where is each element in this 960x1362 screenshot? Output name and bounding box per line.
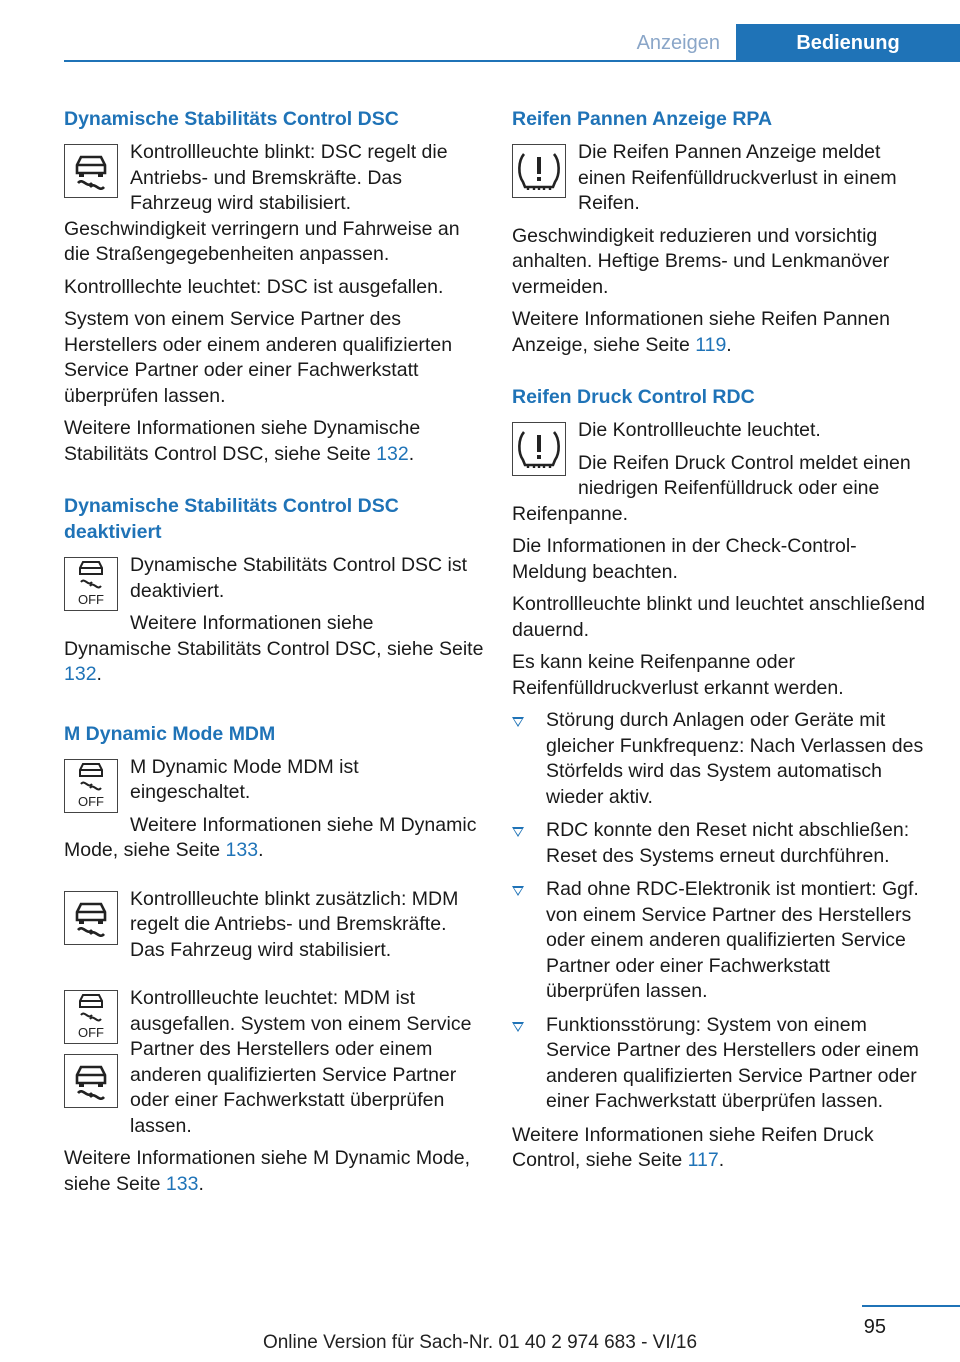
icon-pair [64,986,118,1118]
rdc-paragraph-4: Kontrollleuchte blinkt und leuchtet anschließend dauernd. [512,593,926,641]
list-item [512,708,928,810]
rpa-paragraph-2: Geschwindigkeit reduzieren und vorsichtig anhalten. Heftige Brems- und Lenkmanöver vermeiden. [512,224,890,298]
rdc-bullet-list [512,708,928,1115]
bullet-text: Störung durch Anlagen oder Geräte mit gleicher Funkfrequenz: Nach Verlassen des Störfelds wird das System automatisch wieder aktiv. [546,709,924,808]
skid-car-icon [64,891,118,945]
skid-car-off-icon [64,759,118,813]
rpa-paragraph-1: Die Reifen Pannen Anzeige meldet einen Reifenfülldruckverlust in einem Reifen. [578,141,897,214]
header-rule [64,60,960,62]
skid-car-icon [64,1054,118,1108]
page-number: 95 [863,1316,886,1338]
punctuation: . [726,333,732,356]
dsc-paragraph-1: Kontrollleuchte blinkt: DSC regelt die Antriebs- und Bremskräfte. Das Fahrzeug wird stabilisiert. Geschwindigkeit verringern und Fahrweise an die Straßengegebenheiten anpassen. [64,141,460,265]
skid-car-icon [64,144,118,198]
mdm-paragraph-3: Kontrollleuchte blinkt zusätzlich: MDM regelt die Antriebs- und Bremskräfte. Das Fahrzeug wird stabilisiert. [130,887,459,961]
section-title-dsc: Dynamische Stabilitäts Control DSC [64,108,399,130]
skid-car-off-icon [64,990,118,1044]
page-link-132[interactable]: 132 [376,442,409,465]
mdm-paragraph-4: Kontrollleuchte leuchtet: MDM ist ausgefallen. System von einem Service Partner des Herstellers oder einem anderen qualifizierten Service Partner oder einer Fachwerkstatt überprüfen lassen. [130,987,472,1137]
tab-anzeigen[interactable]: Anzeigen [636,32,720,54]
section-rpa [512,106,928,358]
punctuation: . [96,663,102,685]
section-dsc [64,106,484,467]
triangle-bullet-icon [512,1022,524,1032]
section-title-mdm: M Dynamic Mode MDM [64,722,276,745]
dsc-off-paragraph-1: Dynamische Stabilitäts Control DSC ist deaktiviert. [130,554,468,602]
rdc-more-info-text: Weitere Informationen siehe Reifen Druck Control, siehe Seite [512,1123,874,1171]
dsc-off-paragraph-2 [64,611,484,688]
mdm-paragraph-2 [64,813,484,864]
section-mdm [64,721,484,1198]
tire-pressure-warning-icon [512,144,566,198]
svg-text:OFF: OFF [78,793,104,809]
footer-rule [862,1305,960,1307]
left-column [64,100,484,1223]
triangle-bullet-icon [512,886,524,896]
dsc-paragraph-3: System von einem Service Partner des Herstellers oder einem anderen qualifizierten Service Partner oder einer Fachwerkstatt überprüfen lassen. [64,308,453,407]
rdc-paragraph-3: Die Informationen in der Check-Control-Meldung beachten. [512,535,857,583]
section-dsc-off [64,493,484,695]
right-column [512,100,928,1200]
triangle-bullet-icon [512,827,524,837]
bullet-text: RDC konnte den Reset nicht abschließen: Reset des Systems erneut durchführen. [546,819,910,867]
svg-text:OFF: OFF [78,592,104,607]
page-link-117[interactable]: 117 [687,1149,719,1171]
mdm-paragraph-1: M Dynamic Mode MDM ist eingeschaltet. [130,755,359,803]
dsc-paragraph-2: Kontrolllechte leuchtet: DSC ist ausgefallen. [64,275,444,298]
list-item [512,1013,928,1115]
punctuation: . [408,442,415,465]
bullet-text: Rad ohne RDC-Elektronik ist montiert: Ggf. von einem Service Partner des Herstellers oder einem anderen qualifizierten Service Partner oder einer Fachwerkstatt überprüfen lassen. [546,878,919,1002]
tab-bedienung[interactable]: Bedienung [736,24,960,62]
mdm-more-info-text: Weitere Informationen siehe M Dynamic Mode, siehe Seite [64,813,477,861]
footer-version-text: Online Version für Sach-Nr. 01 40 2 974 683 - VI/16 [262,1332,698,1353]
dsc-paragraph-4 [64,416,484,467]
list-item [512,818,928,869]
rdc-paragraph-6 [512,1123,928,1174]
rdc-paragraph-1: Die Kontrollleuchte leuchtet. [578,419,821,441]
dsc-off-more-info-text: Weitere Informationen siehe Dynamische Stabilitäts Control DSC, siehe Seite [64,612,484,660]
rpa-more-info-text: Weitere Informationen siehe Reifen Pannen Anzeige, siehe Seite [512,308,890,356]
list-item [512,877,928,1005]
page-link-133[interactable]: 133 [225,839,259,861]
tire-pressure-warning-icon [512,422,566,476]
bullet-text: Funktionsstörung: System von einem Service Partner des Herstellers oder einem anderen qualifizierten Service Partner oder einer Fachwerkstatt überprüfen lassen. [546,1013,919,1112]
rdc-paragraph-5: Es kann keine Reifenpanne oder Reifenfülldruckverlust erkannt werden. [512,651,844,699]
section-rdc [512,384,928,1174]
rdc-paragraph-2: Die Reifen Druck Control meldet einen niedrigen Reifenfülldruck oder eine Reifenpanne. [512,451,911,525]
page-link-119[interactable]: 119 [695,333,727,356]
mdm-more-info-text-2: Weitere Informationen siehe M Dynamic Mode, siehe Seite [64,1147,471,1195]
section-title-rpa: Reifen Pannen Anzeige RPA [512,108,773,130]
section-title-dsc-off: Dynamische Stabilitäts Control DSC deaktiviert [64,495,399,543]
triangle-bullet-icon [512,717,524,727]
rpa-paragraph-3 [512,307,928,358]
page-link-132[interactable]: 132 [64,663,97,685]
skid-car-off-icon [64,557,118,611]
punctuation: . [718,1149,725,1171]
section-title-rdc: Reifen Druck Control RDC [512,386,755,408]
punctuation: . [198,1172,204,1195]
punctuation: . [258,839,264,861]
dsc-more-info-text: Weitere Informationen siehe Dynamische Stabilitäts Control DSC, siehe Seite [64,417,421,465]
mdm-paragraph-5 [64,1146,484,1197]
svg-text:OFF: OFF [78,1025,104,1040]
page-link-133[interactable]: 133 [165,1172,199,1195]
